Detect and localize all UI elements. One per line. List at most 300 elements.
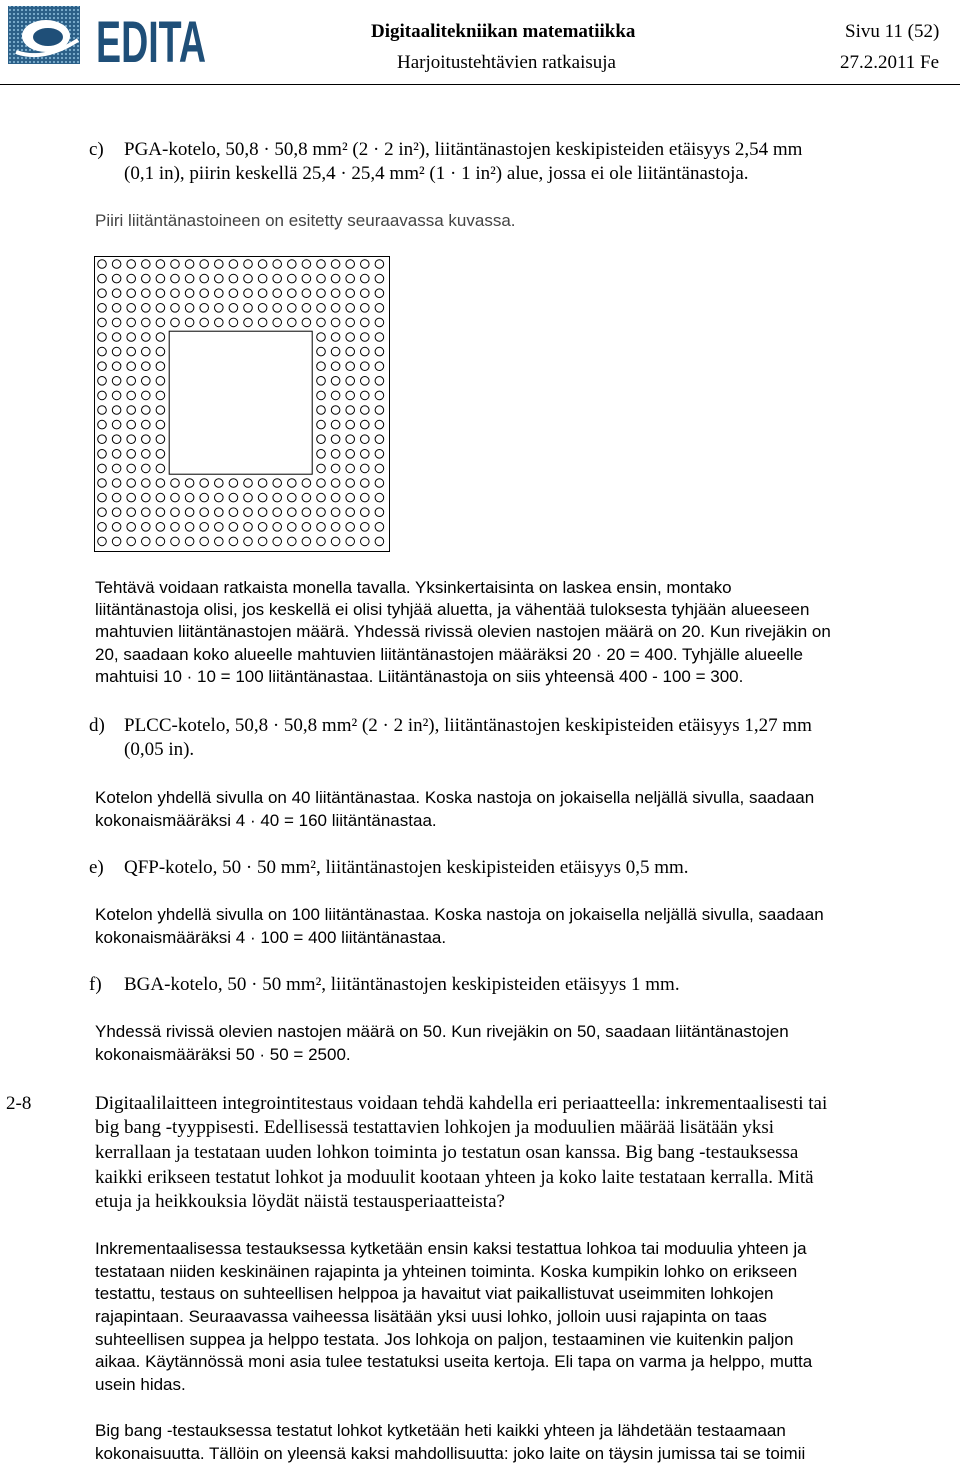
pin	[331, 450, 340, 459]
pin	[156, 304, 165, 313]
part-e-answer-line-2: kokonaismääräksi 4 · 100 = 400 liitäntänastaa.	[95, 928, 447, 947]
pin	[302, 304, 311, 313]
pin	[258, 493, 267, 502]
pin	[200, 523, 209, 532]
pin	[156, 450, 165, 459]
pin	[229, 508, 238, 517]
pin	[361, 479, 370, 488]
pin	[171, 289, 180, 298]
task-2-8-answer-1-line-1: Inkrementaalisessa testauksessa kytketään ensin kaksi testattua lohkoa tai moduulia yhteen ja	[95, 1239, 807, 1258]
pin	[302, 508, 311, 517]
pin	[346, 435, 355, 444]
pin	[375, 464, 384, 473]
pin	[200, 493, 209, 502]
pin	[361, 435, 370, 444]
pin	[127, 304, 136, 313]
pin	[185, 493, 194, 502]
pin	[317, 523, 326, 532]
pin	[156, 406, 165, 415]
part-c-answer-line-3: mahtuvien liitäntänastojen määrä. Yhdessä rivissä olevien nastojen määrä on 20. Kun rivejäkin on	[95, 622, 831, 641]
pin	[156, 362, 165, 371]
pin	[156, 537, 165, 546]
pin	[361, 289, 370, 298]
part-e-question: QFP-kotelo, 50 · 50 mm², liitäntänastojen keskipisteiden etäisyys 0,5 mm.	[124, 857, 689, 878]
pin	[112, 318, 121, 327]
pga-pin-diagram	[94, 256, 390, 552]
pin	[317, 304, 326, 313]
pin	[302, 318, 311, 327]
pin	[273, 537, 282, 546]
pin	[156, 391, 165, 400]
pin	[185, 304, 194, 313]
pin	[156, 260, 165, 269]
pin	[317, 406, 326, 415]
pin	[142, 391, 151, 400]
pin	[346, 362, 355, 371]
pin	[361, 347, 370, 356]
pin	[346, 318, 355, 327]
pin	[171, 479, 180, 488]
pin	[361, 377, 370, 386]
pin	[112, 333, 121, 342]
pin	[112, 420, 121, 429]
pin	[331, 493, 340, 502]
pin	[331, 377, 340, 386]
pin	[98, 523, 107, 532]
pin	[258, 274, 267, 283]
pin	[346, 493, 355, 502]
pin	[346, 274, 355, 283]
pin	[185, 537, 194, 546]
pin	[331, 508, 340, 517]
pin	[171, 260, 180, 269]
pin	[346, 537, 355, 546]
pin	[258, 260, 267, 269]
pin	[229, 493, 238, 502]
pin	[156, 420, 165, 429]
pin	[375, 347, 384, 356]
pin	[244, 304, 253, 313]
pin	[244, 479, 253, 488]
pin	[302, 479, 311, 488]
pin	[331, 260, 340, 269]
pin	[98, 450, 107, 459]
pin	[142, 304, 151, 313]
pin	[244, 289, 253, 298]
pin	[258, 523, 267, 532]
pin	[142, 450, 151, 459]
pin	[317, 464, 326, 473]
pin	[273, 304, 282, 313]
part-c-intro: Piiri liitäntänastoineen on esitetty seuraavassa kuvassa.	[95, 211, 516, 230]
pin	[112, 260, 121, 269]
pin	[98, 260, 107, 269]
pin	[142, 523, 151, 532]
pin	[112, 362, 121, 371]
pin	[317, 537, 326, 546]
pin	[156, 464, 165, 473]
pin	[127, 260, 136, 269]
part-e-label: e)	[89, 857, 104, 878]
pin	[346, 523, 355, 532]
pin	[331, 479, 340, 488]
pin	[258, 508, 267, 517]
pin	[142, 406, 151, 415]
pin	[98, 537, 107, 546]
pin	[375, 508, 384, 517]
pin	[361, 260, 370, 269]
pin	[112, 537, 121, 546]
task-2-8-answer-2-line-1: Big bang -testauksessa testatut lohkot kytketään heti kaikki yhteen ja lähdetään testaamaan	[95, 1421, 786, 1440]
pin	[288, 304, 297, 313]
pin	[98, 362, 107, 371]
pin	[244, 274, 253, 283]
pin	[171, 274, 180, 283]
pin	[317, 391, 326, 400]
pin	[288, 274, 297, 283]
pin	[375, 435, 384, 444]
pin	[127, 420, 136, 429]
pin	[331, 391, 340, 400]
edita-logo	[8, 4, 208, 75]
pin	[185, 289, 194, 298]
pin	[375, 318, 384, 327]
pin	[98, 479, 107, 488]
pin	[317, 289, 326, 298]
pin	[142, 464, 151, 473]
task-2-8-question-line-5: etuja ja heikkouksia löydät näistä testausperiaatteista?	[95, 1191, 505, 1212]
pin	[361, 362, 370, 371]
pin	[258, 318, 267, 327]
pin	[244, 537, 253, 546]
document-title: Digitaalitekniikan matematiikka	[371, 21, 636, 42]
pin	[258, 537, 267, 546]
pin	[98, 391, 107, 400]
pin	[127, 289, 136, 298]
pin	[127, 508, 136, 517]
part-f-label: f)	[89, 974, 102, 995]
pin	[142, 537, 151, 546]
task-2-8-number: 2-8	[6, 1093, 32, 1114]
pin	[375, 333, 384, 342]
pin	[127, 523, 136, 532]
pin	[229, 274, 238, 283]
pin	[127, 406, 136, 415]
page-number: Sivu 11 (52)	[845, 21, 940, 42]
pin	[185, 508, 194, 517]
pin	[142, 493, 151, 502]
pin	[331, 406, 340, 415]
pin	[361, 406, 370, 415]
pin	[317, 493, 326, 502]
document-subtitle: Harjoitustehtävien ratkaisuja	[397, 52, 616, 73]
pin	[98, 377, 107, 386]
pin	[273, 523, 282, 532]
pin	[258, 304, 267, 313]
pin	[317, 508, 326, 517]
task-2-8-answer-1-line-7: usein hidas.	[95, 1375, 186, 1394]
pin	[346, 420, 355, 429]
pin	[142, 362, 151, 371]
pin	[215, 260, 224, 269]
pin	[317, 420, 326, 429]
pin	[317, 333, 326, 342]
pin	[361, 420, 370, 429]
pin	[244, 260, 253, 269]
part-c-answer-line-4: 20, saadaan koko alueelle mahtuvien liitäntänastojen määräksi 20 · 20 = 400. Tyhjälle alueelle	[95, 645, 804, 664]
task-2-8-question-line-1: Digitaalilaitteen integrointitestaus voidaan tehdä kahdella eri periaatteella: inkrementaalisesti tai	[95, 1093, 828, 1114]
pin	[331, 362, 340, 371]
pin	[361, 508, 370, 517]
pin	[142, 420, 151, 429]
pin	[200, 289, 209, 298]
pin	[317, 377, 326, 386]
pin	[142, 508, 151, 517]
pin	[229, 318, 238, 327]
empty-center-area	[169, 331, 312, 474]
pin	[142, 289, 151, 298]
pin	[185, 274, 194, 283]
pin	[98, 435, 107, 444]
pin	[288, 260, 297, 269]
task-2-8-question-line-3: kerrallaan ja testataan uuden lohkon toiminta jo testatun osan kanssa. Big bang -testauksessa	[95, 1142, 799, 1163]
pin	[375, 391, 384, 400]
pin	[346, 333, 355, 342]
pin	[127, 435, 136, 444]
part-f-answer-line-1: Yhdessä rivissä olevien nastojen määrä on 50. Kun rivejäkin on 50, saadaan liitäntänastojen	[95, 1022, 789, 1041]
pin	[156, 377, 165, 386]
pin	[171, 537, 180, 546]
pin	[331, 333, 340, 342]
task-2-8-question-line-2: big bang -tyyppisesti. Edellisessä testattavien lohkojen ja moduulien määrää lisätään yksi	[95, 1117, 775, 1138]
pin	[375, 537, 384, 546]
pin	[331, 318, 340, 327]
pin	[331, 274, 340, 283]
pin	[127, 464, 136, 473]
pin	[302, 274, 311, 283]
pin	[98, 274, 107, 283]
pin	[215, 304, 224, 313]
pin	[98, 333, 107, 342]
pin	[127, 537, 136, 546]
part-c-answer-line-5: mahtuisi 10 · 10 = 100 liitäntänastaa. Liitäntänastoja on siis yhteensä 400 - 100 = 300.	[95, 667, 744, 686]
pin	[215, 479, 224, 488]
task-2-8-answer-1-line-3: testattu, testaus on suhteellisen helppoa ja havaitut viat paikallistuvat useimmiten lohkojen	[95, 1284, 774, 1303]
pin	[346, 260, 355, 269]
part-c-label: c)	[89, 139, 104, 160]
pin	[156, 274, 165, 283]
pin	[142, 274, 151, 283]
pin	[127, 333, 136, 342]
pin	[127, 362, 136, 371]
pin	[229, 523, 238, 532]
pin	[127, 479, 136, 488]
pin	[112, 493, 121, 502]
pin	[244, 523, 253, 532]
pin	[317, 260, 326, 269]
pin	[375, 493, 384, 502]
pin	[200, 304, 209, 313]
pin	[98, 464, 107, 473]
pin	[361, 493, 370, 502]
pin	[317, 274, 326, 283]
pin	[331, 289, 340, 298]
pin	[273, 493, 282, 502]
pin	[215, 274, 224, 283]
pin	[142, 377, 151, 386]
pin	[200, 260, 209, 269]
pin	[346, 391, 355, 400]
task-2-8-answer-1-line-6: aikaa. Käytännössä moni asia tulee testatuksi useita kertoja. Eli tapa on varma ja helppo, mutta	[95, 1352, 813, 1371]
task-2-8-answer-1-line-4: rajapintaan. Seuraavassa vaiheessa lisätään yksi uusi lohko, jolloin uusi rajapinta on taas	[95, 1307, 767, 1326]
pin	[317, 435, 326, 444]
pin	[273, 479, 282, 488]
part-d-label: d)	[89, 715, 105, 736]
pin	[273, 274, 282, 283]
pin	[273, 508, 282, 517]
pin	[361, 450, 370, 459]
pin	[142, 260, 151, 269]
pin	[185, 318, 194, 327]
pin	[112, 289, 121, 298]
pin	[171, 523, 180, 532]
pin	[156, 347, 165, 356]
pin	[98, 420, 107, 429]
pin	[98, 347, 107, 356]
pin	[331, 420, 340, 429]
pin	[258, 289, 267, 298]
pin	[185, 479, 194, 488]
pin	[142, 347, 151, 356]
pin	[200, 537, 209, 546]
pin	[98, 406, 107, 415]
pin	[98, 508, 107, 517]
pin	[375, 362, 384, 371]
pin	[375, 406, 384, 415]
pin	[288, 537, 297, 546]
pin	[361, 464, 370, 473]
pin	[171, 493, 180, 502]
task-2-8-answer-2-line-2: kokonaisuutta. Tällöin on yleensä kaksi mahdollisuutta: joko laite on täysin jumissa tai se toimii	[95, 1444, 806, 1463]
pin	[127, 347, 136, 356]
pin	[302, 289, 311, 298]
part-c-question-line-2: (0,1 in), piirin keskellä 25,4 · 25,4 mm² (1 · 1 in²) alue, jossa ei ole liitäntänastoja.	[124, 163, 749, 184]
pin	[302, 537, 311, 546]
pin	[361, 391, 370, 400]
pin	[361, 318, 370, 327]
pin	[215, 289, 224, 298]
pin	[361, 304, 370, 313]
task-2-8-answer-1-line-5: suhteellisen suppea ja helppo testata. Jos lohkoja on paljon, testaaminen vie kuitenkin paljon	[95, 1330, 794, 1349]
part-d-question-line-2: (0,05 in).	[124, 739, 195, 760]
pin	[127, 391, 136, 400]
pin	[288, 523, 297, 532]
pin	[156, 435, 165, 444]
pin	[302, 260, 311, 269]
pin	[317, 450, 326, 459]
pin	[112, 523, 121, 532]
part-f-question: BGA-kotelo, 50 · 50 mm², liitäntänastojen keskipisteiden etäisyys 1 mm.	[124, 974, 680, 995]
pin	[98, 493, 107, 502]
part-c-answer-line-2: liitäntänastoja olisi, jos keskellä ei olisi tyhjää aluetta, ja vähentää tuloksesta tyhjään alueeseen	[95, 600, 810, 619]
pin	[346, 464, 355, 473]
pin	[215, 493, 224, 502]
pin	[317, 479, 326, 488]
pin	[127, 493, 136, 502]
pin	[142, 333, 151, 342]
pin	[127, 274, 136, 283]
pin	[302, 523, 311, 532]
pin	[346, 508, 355, 517]
svg-text:EDITA: EDITA	[96, 10, 206, 75]
pin	[112, 464, 121, 473]
pin	[244, 508, 253, 517]
pin	[346, 479, 355, 488]
pin	[317, 318, 326, 327]
pin	[361, 333, 370, 342]
pin	[375, 420, 384, 429]
pin	[273, 260, 282, 269]
pin	[346, 377, 355, 386]
part-c-answer-line-1: Tehtävä voidaan ratkaista monella tavalla. Yksinkertaisinta on laskea ensin, montako	[95, 578, 732, 597]
pin	[127, 450, 136, 459]
pin	[200, 318, 209, 327]
pin	[375, 377, 384, 386]
pin	[288, 479, 297, 488]
pin	[171, 508, 180, 517]
pin	[142, 318, 151, 327]
pin	[346, 406, 355, 415]
pin	[375, 289, 384, 298]
pin	[112, 377, 121, 386]
pin	[185, 523, 194, 532]
pin	[346, 450, 355, 459]
pin	[156, 333, 165, 342]
pin	[112, 347, 121, 356]
pin	[331, 435, 340, 444]
part-d-answer-line-1: Kotelon yhdellä sivulla on 40 liitäntänastaa. Koska nastoja on jokaisella neljällä sivulla, saadaan	[95, 788, 815, 807]
pin	[215, 318, 224, 327]
pin	[375, 523, 384, 532]
pin	[112, 274, 121, 283]
pin	[273, 318, 282, 327]
pin	[229, 479, 238, 488]
task-2-8-question-line-4: kaikki erikseen testatut lohkot ja moduulit kootaan yhteen ja koko laite testataan kerralla. Mitä	[95, 1167, 814, 1188]
pin	[142, 479, 151, 488]
pin	[200, 274, 209, 283]
pin	[229, 304, 238, 313]
pin	[112, 391, 121, 400]
pin	[156, 479, 165, 488]
pin	[361, 274, 370, 283]
pin	[229, 289, 238, 298]
pin	[375, 479, 384, 488]
part-d-question-line-1: PLCC-kotelo, 50,8 · 50,8 mm² (2 · 2 in²), liitäntänastojen keskipisteiden etäisyys 1,27 mm	[124, 715, 812, 736]
pin	[156, 523, 165, 532]
pin	[171, 318, 180, 327]
pin	[375, 274, 384, 283]
pin	[156, 289, 165, 298]
pin	[156, 508, 165, 517]
pin	[361, 523, 370, 532]
pin	[273, 289, 282, 298]
pin	[200, 508, 209, 517]
pin	[346, 289, 355, 298]
pin	[112, 406, 121, 415]
pin	[98, 318, 107, 327]
pin	[156, 493, 165, 502]
pin	[375, 450, 384, 459]
